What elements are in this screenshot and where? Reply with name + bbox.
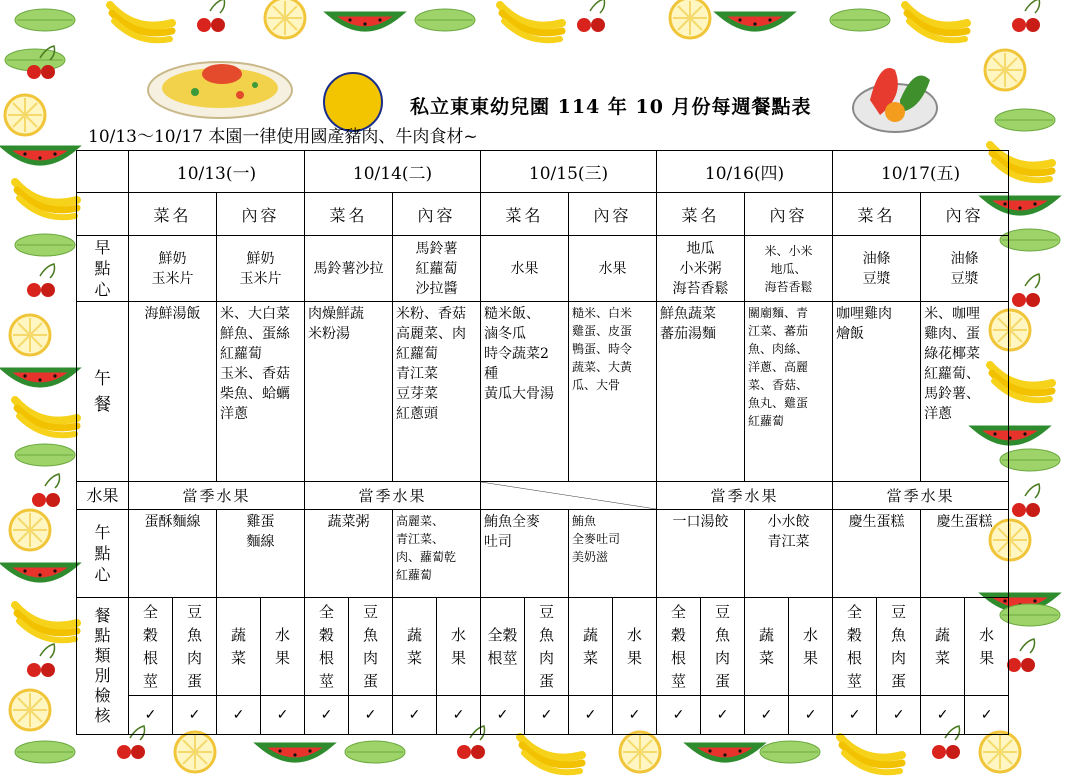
snack-name: 鮪魚全麥 吐司 (481, 510, 569, 598)
column-head-row (77, 193, 1009, 236)
name-head: 菜名 (657, 193, 745, 236)
category-vegetable: 蔬 菜 (745, 598, 789, 696)
name-head: 菜名 (833, 193, 921, 236)
lunch-content: 米、咖哩 雞肉、蛋 綠花椰菜 紅蘿蔔、 馬鈴薯、 洋蔥 (921, 302, 1009, 482)
weekly-menu-table (76, 150, 1009, 735)
content-head: 內容 (569, 193, 657, 236)
lunch-name: 鮮魚蔬菜 蕃茄湯麵 (657, 302, 745, 482)
checkmark: ✓ (657, 696, 701, 735)
category-protein: 豆 魚 肉 蛋 (173, 598, 217, 696)
category-row (77, 598, 1009, 696)
category-vegetable: 蔬 菜 (393, 598, 437, 696)
category-vegetable: 蔬 菜 (569, 598, 613, 696)
breakfast-name: 油條 豆漿 (833, 236, 921, 302)
checkmark: ✓ (921, 696, 965, 735)
fruit-cell: 當季水果 (305, 482, 481, 510)
lunch-name: 糙米飯、 滷冬瓜 時令蔬菜2 種 黃瓜大骨湯 (481, 302, 569, 482)
breakfast-content: 鮮奶 玉米片 (217, 236, 305, 302)
lunch-name: 咖哩雞肉 燴飯 (833, 302, 921, 482)
row-label-check: 餐 點 類 別 檢 核 (77, 598, 129, 735)
fruit-cell: 當季水果 (657, 482, 833, 510)
breakfast-name: 馬鈴薯沙拉 (305, 236, 393, 302)
content-head: 內容 (217, 193, 305, 236)
page-title: 私立東東幼兒園 114 年 10 月份每週餐點表 (410, 96, 812, 118)
row-label-breakfast: 早 點 心 (77, 236, 129, 302)
checkmark: ✓ (173, 696, 217, 735)
checkmark: ✓ (701, 696, 745, 735)
checkmark: ✓ (349, 696, 393, 735)
checkmark: ✓ (745, 696, 789, 735)
checkmark: ✓ (569, 696, 613, 735)
category-fruit: 水 果 (613, 598, 657, 696)
checkmark: ✓ (437, 696, 481, 735)
category-fruit: 水 果 (437, 598, 481, 696)
checkmark: ✓ (393, 696, 437, 735)
category-fruit: 水 果 (789, 598, 833, 696)
snack-content: 鮪魚 全麥吐司 美奶滋 (569, 510, 657, 598)
date-cell: 10/14(二) (305, 151, 481, 193)
category-protein: 豆 魚 肉 蛋 (877, 598, 921, 696)
lunch-content: 糙米、白米 雞蛋、皮蛋 鴨蛋、時令 蔬菜、大黃 瓜、大骨 (569, 302, 657, 482)
breakfast-content: 水果 (569, 236, 657, 302)
category-grains: 全 穀 根 莖 (833, 598, 877, 696)
category-protein: 豆 魚 肉 蛋 (525, 598, 569, 696)
content-head: 內容 (745, 193, 833, 236)
snack-name: 蛋酥麵線 (129, 510, 217, 598)
date-cell: 10/17(五) (833, 151, 1009, 193)
breakfast-content: 米、小米 地瓜、 海苔香鬆 (745, 236, 833, 302)
lunch-content: 米粉、香菇 高麗菜、肉 紅蘿蔔 青江菜 豆芽菜 紅蔥頭 (393, 302, 481, 482)
checkmark: ✓ (525, 696, 569, 735)
category-protein: 豆 魚 肉 蛋 (349, 598, 393, 696)
checkmark: ✓ (129, 696, 173, 735)
category-fruit: 水 果 (965, 598, 1009, 696)
category-vegetable: 蔬 菜 (217, 598, 261, 696)
page-subtitle: 10/13～10/17 本園一律使用國產豬肉、牛肉食材~ (88, 127, 478, 147)
breakfast-name: 地瓜 小米粥 海苔香鬆 (657, 236, 745, 302)
name-head: 菜名 (305, 193, 393, 236)
fruit-row (77, 482, 1009, 510)
category-fruit: 水 果 (261, 598, 305, 696)
corner-cell (77, 151, 129, 193)
snack-name: 蔬菜粥 (305, 510, 393, 598)
checkmark: ✓ (217, 696, 261, 735)
row-label-lunch: 午 餐 (77, 302, 129, 482)
breakfast-name: 水果 (481, 236, 569, 302)
category-protein: 豆 魚 肉 蛋 (701, 598, 745, 696)
checkmark: ✓ (833, 696, 877, 735)
name-head: 菜名 (481, 193, 569, 236)
category-grains: 全穀 根莖 (481, 598, 525, 696)
checkmark: ✓ (481, 696, 525, 735)
checkmark: ✓ (877, 696, 921, 735)
snack-row (77, 510, 1009, 598)
category-grains: 全 穀 根 莖 (129, 598, 173, 696)
checkmark: ✓ (261, 696, 305, 735)
content-head: 內容 (921, 193, 1009, 236)
corner-cell (77, 193, 129, 236)
date-cell: 10/13(一) (129, 151, 305, 193)
check-row (77, 696, 1009, 735)
lunch-name: 海鮮湯飯 (129, 302, 217, 482)
fruit-cell-empty (481, 482, 657, 510)
breakfast-content: 油條 豆漿 (921, 236, 1009, 302)
category-grains: 全 穀 根 莖 (657, 598, 701, 696)
date-cell: 10/15(三) (481, 151, 657, 193)
snack-content: 慶生蛋糕 (921, 510, 1009, 598)
date-row (77, 151, 1009, 193)
breakfast-name: 鮮奶 玉米片 (129, 236, 217, 302)
fruit-cell: 當季水果 (129, 482, 305, 510)
snack-content: 雞蛋 麵線 (217, 510, 305, 598)
row-label-fruit: 水果 (77, 482, 129, 510)
breakfast-content: 馬鈴薯 紅蘿蔔 沙拉醬 (393, 236, 481, 302)
breakfast-row (77, 236, 1009, 302)
checkmark: ✓ (965, 696, 1009, 735)
date-cell: 10/16(四) (657, 151, 833, 193)
diagonal-line (481, 482, 656, 509)
snack-name: 一口湯餃 (657, 510, 745, 598)
lunch-row (77, 302, 1009, 482)
name-head: 菜名 (129, 193, 217, 236)
lunch-name: 肉燥鮮蔬 米粉湯 (305, 302, 393, 482)
snack-name: 慶生蛋糕 (833, 510, 921, 598)
lunch-content: 關廟麵、青 江菜、蕃茄 魚、肉絲、 洋蔥、高麗 菜、香菇、 魚丸、雞蛋 紅蘿蔔 (745, 302, 833, 482)
fruit-cell: 當季水果 (833, 482, 1009, 510)
content-head: 內容 (393, 193, 481, 236)
checkmark: ✓ (789, 696, 833, 735)
category-grains: 全 穀 根 莖 (305, 598, 349, 696)
category-vegetable: 蔬 菜 (921, 598, 965, 696)
checkmark: ✓ (613, 696, 657, 735)
lunch-content: 米、大白菜 鮮魚、蛋絲 紅蘿蔔 玉米、香菇 柴魚、蛤蠣 洋蔥 (217, 302, 305, 482)
row-label-snack: 午 點 心 (77, 510, 129, 598)
snack-content: 高麗菜、 青江菜、 肉、蘿蔔乾 紅蘿蔔 (393, 510, 481, 598)
checkmark: ✓ (305, 696, 349, 735)
snack-content: 小水餃 青江菜 (745, 510, 833, 598)
